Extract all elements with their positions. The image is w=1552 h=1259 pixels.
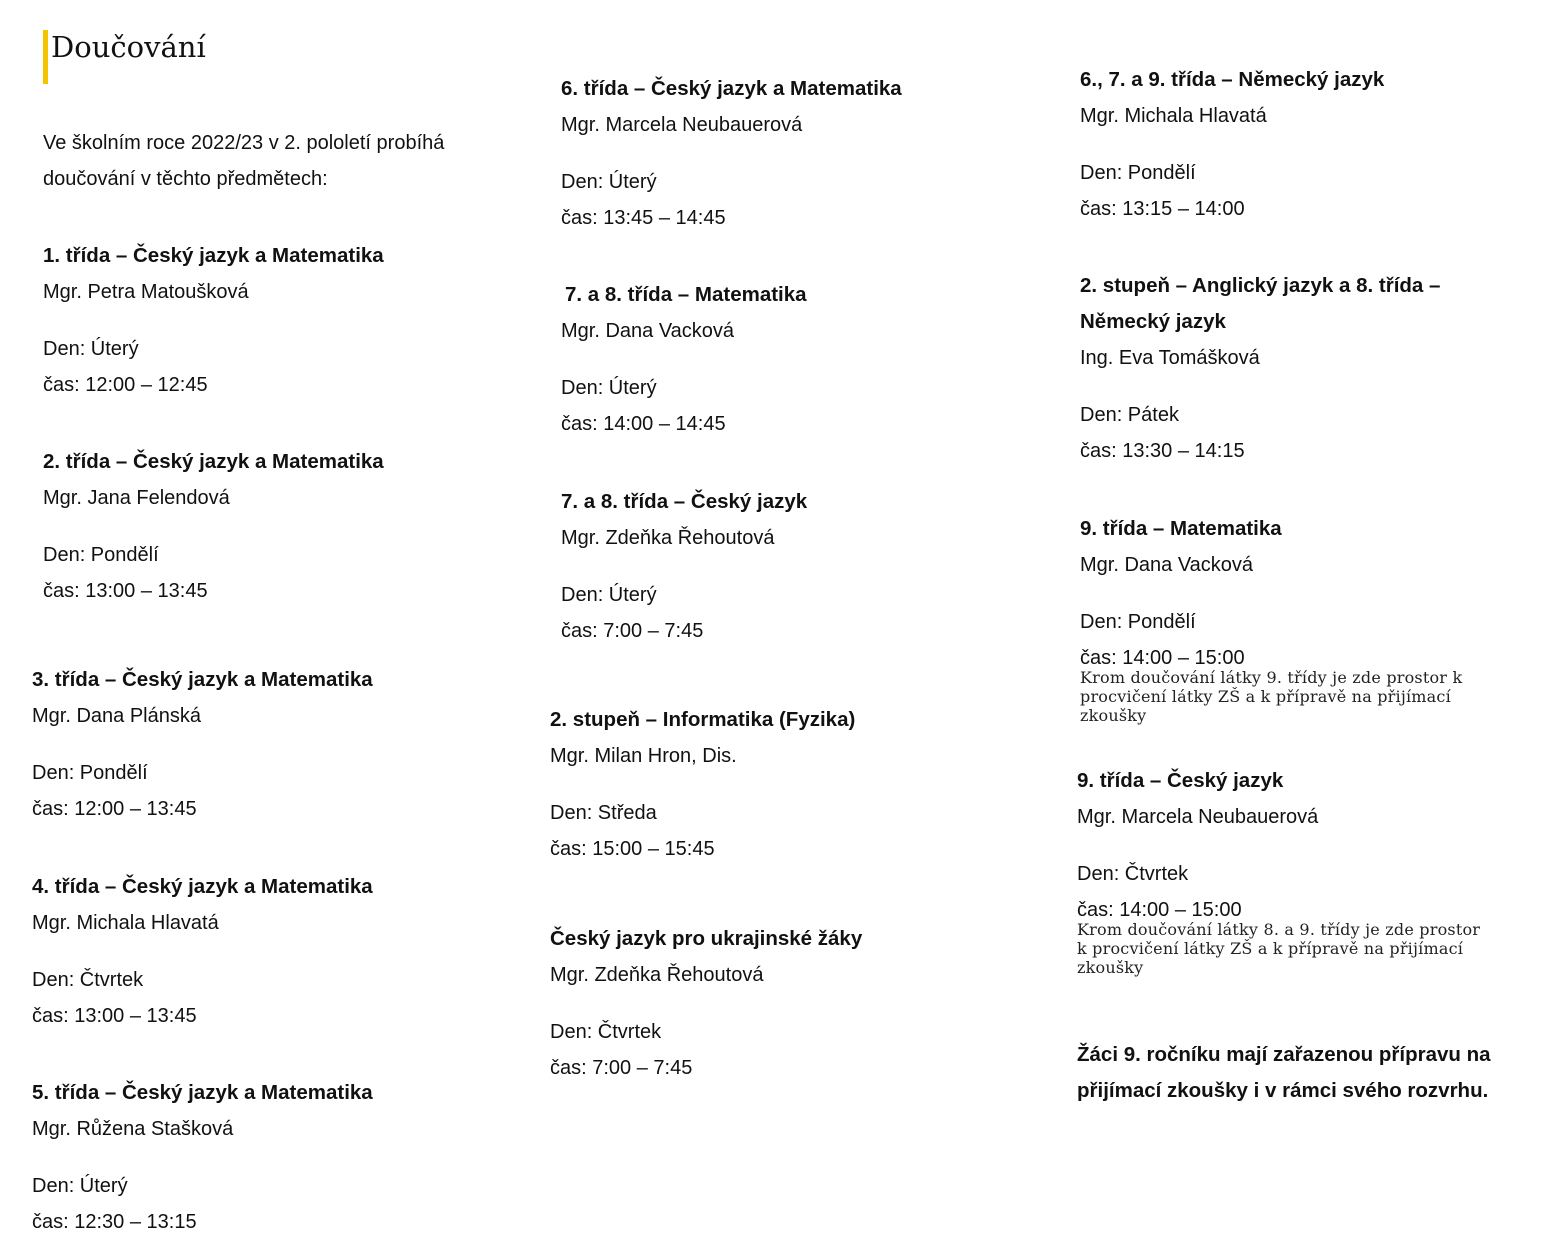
day-label: Den: Úterý bbox=[561, 584, 657, 606]
tutoring-block-grade-5 bbox=[32, 1075, 502, 1240]
tutoring-block-grade-4 bbox=[32, 869, 502, 1034]
day-label: Den: Úterý bbox=[43, 338, 139, 360]
day-label: Den: Pondělí bbox=[32, 762, 148, 784]
teacher-name: Mgr. Růžena Stašková bbox=[32, 1118, 234, 1140]
tutoring-block-grade-2 bbox=[43, 444, 513, 609]
time-label: čas: 15:00 – 15:45 bbox=[550, 838, 715, 860]
day-label: Den: Čtvrtek bbox=[1077, 863, 1189, 885]
teacher-name: Mgr. Petra Matoušková bbox=[43, 281, 249, 303]
time-label: čas: 14:00 – 15:00 bbox=[1077, 899, 1242, 921]
block-title: 9. třída – Český jazyk bbox=[1077, 769, 1284, 792]
block-title: 5. třída – Český jazyk a Matematika bbox=[32, 1081, 373, 1104]
intro-text: Ve školním roce 2022/23 v 2. pololetí probíhá doučování v těchto předmětech: bbox=[43, 132, 445, 190]
tutoring-block-grade-7-8-math bbox=[561, 277, 1031, 442]
tutoring-block-english bbox=[1080, 268, 1460, 469]
time-label: čas: 7:00 – 7:45 bbox=[550, 1057, 693, 1079]
tutoring-block-grade-9-czech bbox=[1077, 763, 1492, 977]
block-title: 4. třída – Český jazyk a Matematika bbox=[32, 875, 373, 898]
teacher-name: Mgr. Michala Hlavatá bbox=[32, 912, 219, 934]
day-label: Den: Pondělí bbox=[1080, 611, 1196, 633]
block-title: 2. stupeň – Informatika (Fyzika) bbox=[550, 708, 856, 731]
teacher-name: Mgr. Zdeňka Řehoutová bbox=[550, 964, 764, 986]
block-title: 6. třída – Český jazyk a Matematika bbox=[561, 77, 902, 100]
day-label: Den: Čtvrtek bbox=[32, 969, 144, 991]
time-label: čas: 12:00 – 13:45 bbox=[32, 798, 197, 820]
teacher-name: Mgr. Marcela Neubauerová bbox=[561, 114, 803, 136]
day-label: Den: Pátek bbox=[1080, 404, 1179, 426]
teacher-name: Mgr. Zdeňka Řehoutová bbox=[561, 527, 775, 549]
day-label: Den: Čtvrtek bbox=[550, 1021, 662, 1043]
day-label: Den: Úterý bbox=[561, 377, 657, 399]
day-label: Den: Středa bbox=[550, 802, 657, 824]
time-label: čas: 14:00 – 14:45 bbox=[561, 413, 726, 435]
block-title: 7. a 8. třída – Matematika bbox=[565, 283, 807, 306]
time-label: čas: 13:00 – 13:45 bbox=[43, 580, 208, 602]
teacher-name: Mgr. Dana Vacková bbox=[1080, 554, 1254, 576]
day-label: Den: Pondělí bbox=[43, 544, 159, 566]
time-label: čas: 12:00 – 12:45 bbox=[43, 374, 208, 396]
teacher-name: Mgr. Dana Vacková bbox=[561, 320, 735, 342]
block-title: 2. třída – Český jazyk a Matematika bbox=[43, 450, 384, 473]
teacher-name: Mgr. Michala Hlavatá bbox=[1080, 105, 1267, 127]
teacher-name: Ing. Eva Tomášková bbox=[1080, 347, 1260, 369]
time-label: čas: 14:00 – 15:00 bbox=[1080, 647, 1245, 669]
time-label: čas: 7:00 – 7:45 bbox=[561, 620, 704, 642]
note-text: Krom doučování látky 9. třídy je zde prostor k procvičení látky ZŠ a k přípravě na přijímací zkoušky bbox=[1080, 668, 1463, 725]
time-label: čas: 13:30 – 14:15 bbox=[1080, 440, 1245, 462]
day-label: Den: Úterý bbox=[32, 1175, 128, 1197]
time-label: čas: 12:30 – 13:15 bbox=[32, 1211, 197, 1233]
time-label: čas: 13:00 – 13:45 bbox=[32, 1005, 197, 1027]
teacher-name: Mgr. Marcela Neubauerová bbox=[1077, 806, 1319, 828]
block-title: 2. stupeň – Anglický jazyk a 8. třída – Německý jazyk bbox=[1080, 274, 1441, 333]
tutoring-block-grade-1 bbox=[43, 238, 513, 403]
block-title: 3. třída – Český jazyk a Matematika bbox=[32, 668, 373, 691]
day-label: Den: Pondělí bbox=[1080, 162, 1196, 184]
page-title: Doučování bbox=[43, 30, 206, 84]
tutoring-block-ukrainian bbox=[550, 921, 1020, 1086]
tutoring-block-informatics bbox=[550, 702, 1020, 867]
time-label: čas: 13:15 – 14:00 bbox=[1080, 198, 1245, 220]
tutoring-block-grade-6 bbox=[561, 71, 1031, 236]
tutoring-block-grade-9-math bbox=[1080, 511, 1480, 725]
teacher-name: Mgr. Jana Felendová bbox=[43, 487, 230, 509]
block-title: 9. třída – Matematika bbox=[1080, 517, 1282, 540]
block-title: 1. třída – Český jazyk a Matematika bbox=[43, 244, 384, 267]
block-title: 7. a 8. třída – Český jazyk bbox=[561, 490, 808, 513]
note-text: Krom doučování látky 8. a 9. třídy je zde prostor k procvičení látky ZŠ a k přípravě na přijímací zkoušky bbox=[1077, 920, 1481, 977]
tutoring-block-grade-7-8-czech bbox=[561, 484, 1031, 649]
closing-note: Žáci 9. ročníku mají zařazenou přípravu na přijímací zkoušky i v rámci svého rozvrhu. bbox=[1077, 1043, 1491, 1102]
teacher-name: Mgr. Dana Plánská bbox=[32, 705, 201, 727]
tutoring-block-german bbox=[1080, 62, 1550, 227]
teacher-name: Mgr. Milan Hron, Dis. bbox=[550, 745, 737, 767]
day-label: Den: Úterý bbox=[561, 171, 657, 193]
block-title: 6., 7. a 9. třída – Německý jazyk bbox=[1080, 68, 1385, 91]
block-title: Český jazyk pro ukrajinské žáky bbox=[550, 927, 863, 950]
time-label: čas: 13:45 – 14:45 bbox=[561, 207, 726, 229]
tutoring-block-grade-3 bbox=[32, 662, 502, 827]
